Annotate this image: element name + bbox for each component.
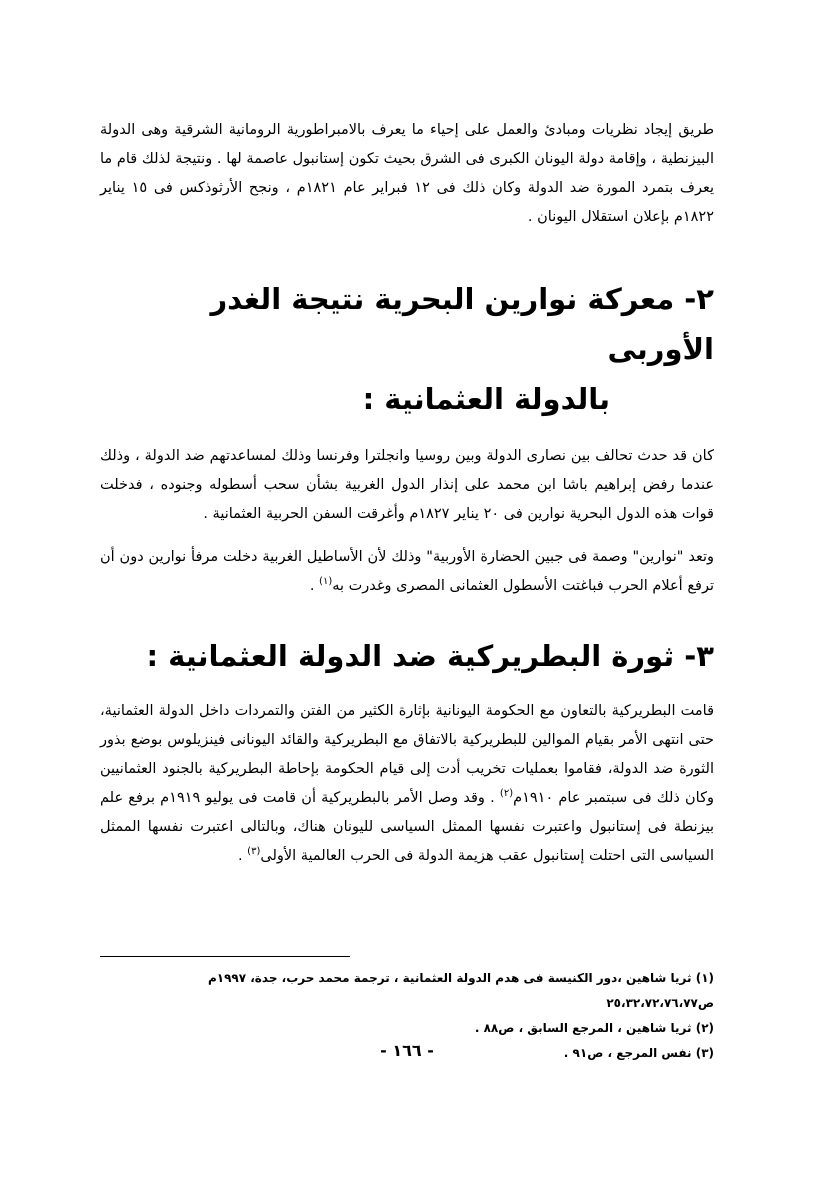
footnote-1: (١) ثريا شاهين ،دور الكنيسة فى هدم الدولة العثمانية ، ترجمة محمد حرب، جدة، ١٩٩٧م ص٢٥،٣٢،٧٢،٧٦،٧٧ — [207, 971, 714, 1010]
footnote-ref-2: (٢) — [499, 788, 514, 800]
footnote-ref-1: (١) — [319, 576, 333, 588]
paragraph-navarino-stain: وتعد "نوارين" وصمة فى جبين الحضارة الأوربية" وذلك لأن الأساطيل الغربية دخلت مرفأ نوارين دون أن ترفع أعلام الحرب فباغتت الأسطول العثمانى المصرى وغدرت به$^{(١)}$ . — [100, 549, 714, 594]
footnote-ref-3: (٣) — [247, 846, 261, 858]
paragraph-intro: طريق إيجاد نظريات ومبادئ والعمل على إحياء ما يعرف بالامبراطورية الرومانية الشرقية وهى الدولة البيزنطية ، وإقامة دولة اليونان الكبرى فى الشرق بحيث تكون إستانبول عاصمة لها . ونتيجة لذلك قام ما يعرف بتمرد المورة ضد الدولة وكان ذلك فى ١٢ فبراير عام ١٨٢١م ، ونجح الأرثوذكس فى ١٥ يناير ١٨٢٢م بإعلان استقلال اليونان . — [100, 122, 714, 225]
page-number: - ١٦٦ - — [380, 1041, 434, 1060]
paragraph-navarino-alliance: كان قد حدث تحالف بين نصارى الدولة وبين روسيا وانجلترا وفرنسا وذلك لمساعدتهم ضد الدولة ، وذلك عندما رفض إبراهيم باشا ابن محمد على إنذار الدول الغربية بشأن سحب أسطوله وجنوده ، فدخلت قوات هذه الدول البحرية نوارين فى ٢٠ يناير ١٨٢٧م وأغرقت السفن الحربية العثمانية . — [100, 448, 714, 522]
paragraph-patriarchate: قامت البطريركية بالتعاون مع الحكومة اليونانية بإثارة الكثير من الفتن والتمردات داخل الدولة العثمانية، حتى انتهى الأمر بقيام الموالين للبطريركية بالاتفاق مع البطريركية والقائد اليونانى فينزيلوس بوضع بذور الثورة ضد الدولة، فقاموا بعمليات تخريب أدت إلى قيام الحكومة بإحاطة البطريركية بالجنود العثمانيين وكان ذلك فى سبتمبر عام ١٩١٠م$^{(٢)}$ . وقد وصل الأمر بالبطريركية أن قامت فى يوليو ١٩١٩م برفع علم بيزنطة فى إستانبول واعتبرت نفسها الممثل السياسى لليونان هناك، وبالتالى اعتبرت نفسها الممثل السياسى التى احتلت إستانبول عقب هزيمة الدولة فى الحرب العالمية الأولى$^{(٣)}$ . — [100, 703, 715, 864]
section-heading-patriarchate-revolt: ٣- ثورة البطريركية ضد الدولة العثمانية : — [146, 639, 714, 673]
footnote-separator — [100, 956, 350, 957]
footnote-2: (٢) ثريا شاهين ، المرجع السابق ، ص٨٨ . — [474, 1021, 714, 1035]
section-heading-navarino-line2: بالدولة العثمانية : — [362, 382, 610, 416]
footnote-3: (٣) نفس المرجع ، ص٩١ . — [563, 1046, 714, 1060]
document-page — [100, 116, 715, 1060]
section-heading-navarino-line1: ٢- معركة نوارين البحرية نتيجة الغدر الأوربى — [210, 282, 714, 366]
